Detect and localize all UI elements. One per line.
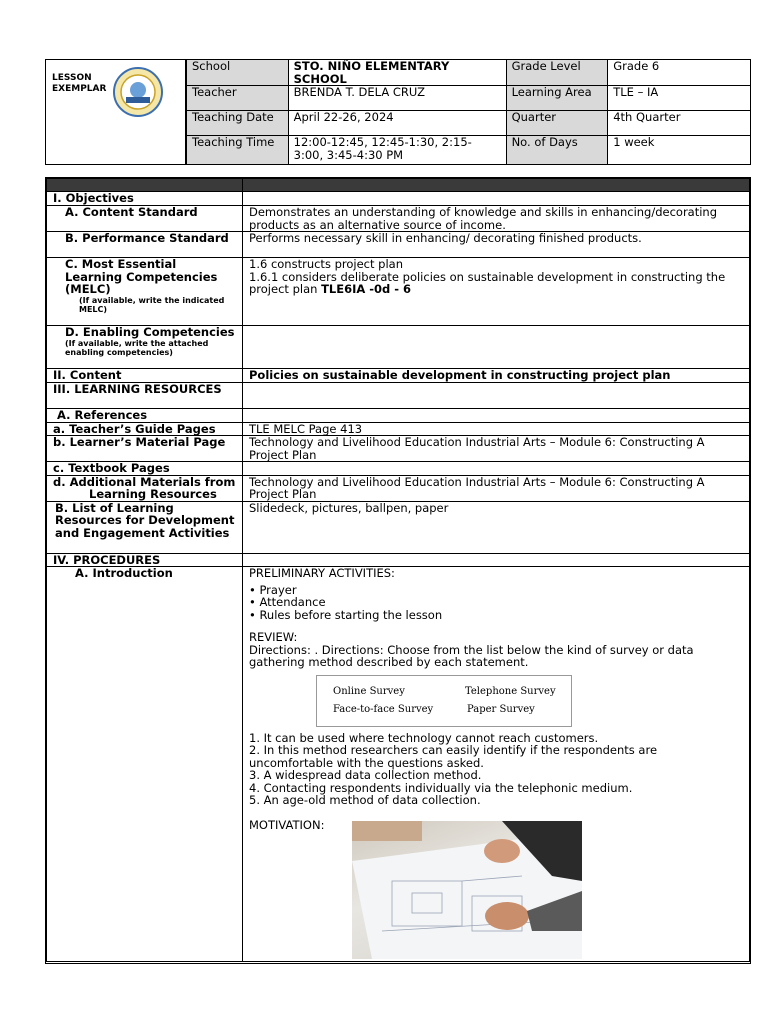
enabling-label: D. Enabling Competencies xyxy=(65,325,235,339)
teacher-label: Teacher xyxy=(187,86,289,111)
school-seal-logo xyxy=(108,66,168,118)
survey-option: Telephone Survey xyxy=(465,685,556,697)
review-heading: REVIEW: xyxy=(249,630,298,644)
date-label: Teaching Date xyxy=(187,111,289,136)
additional-materials-label-1: d. Additional Materials from xyxy=(53,475,236,489)
motivation-photo xyxy=(352,821,582,959)
grade-value: Grade 6 xyxy=(608,60,750,86)
list-resources-value: Slidedeck, pictures, ballpen, paper xyxy=(243,501,750,553)
statement: 5. An age-old method of data collection. xyxy=(249,793,481,807)
procedures-heading: IV. PROCEDURES xyxy=(47,553,243,567)
melc-value-1: 1.6 constructs project plan xyxy=(249,257,403,271)
survey-options-box xyxy=(316,675,572,727)
textbook-label: c. Textbook Pages xyxy=(47,462,243,476)
exemplar-label: LESSON EXEMPLAR xyxy=(52,73,107,94)
time-label: Teaching Time xyxy=(187,136,289,164)
statement: 1. It can be used where technology cannot reach customers. xyxy=(249,730,599,745)
area-label: Learning Area xyxy=(506,86,608,111)
school-label: School xyxy=(187,60,289,86)
additional-materials-label-2: Learning Resources xyxy=(89,487,217,501)
teacher-value: BRENDA T. DELA CRUZ xyxy=(288,86,506,111)
prelim-list xyxy=(249,584,743,622)
performance-standard-label: B. Performance Standard xyxy=(47,232,243,258)
melc-code: TLE6IA -0d - 6 xyxy=(321,282,412,296)
statement: 3. A widespread data collection method. xyxy=(249,768,482,782)
header-block xyxy=(45,59,751,165)
additional-materials-value: Technology and Livelihood Education Industrial Arts – Module 6: Constructing A Project Plan xyxy=(243,475,750,501)
melc-value-2: 1.6.1 considers deliberate policies on sustainable development in constructing the project plan xyxy=(249,269,726,296)
survey-option: Face-to-face Survey xyxy=(333,703,434,715)
statement: 4. Contacting respondents individually via the telephonic medium. xyxy=(249,780,633,795)
content-standard-value: Demonstrates an understanding of knowledge and skills in enhancing/decorating products as an alternative source of income. xyxy=(243,206,750,232)
melc-note: (If available, write the indicated MELC) xyxy=(79,295,225,314)
references-heading: A. References xyxy=(47,409,243,423)
blueprint-hands-image xyxy=(352,821,582,959)
time-value: 12:00-12:45, 12:45-1:30, 2:15-3:00, 3:45-4:30 PM xyxy=(288,136,506,164)
teachers-guide-label: a. Teacher’s Guide Pages xyxy=(47,422,243,436)
content-value: Policies on sustainable development in constructing project plan xyxy=(243,369,750,383)
header-table xyxy=(186,60,750,164)
survey-option: Online Survey xyxy=(333,685,405,697)
list-item: • Prayer xyxy=(249,584,743,597)
objectives-heading: I. Objectives xyxy=(47,192,243,206)
days-value: 1 week xyxy=(608,136,750,164)
statement: 2. In this method researchers can easily identify if the respondents are uncomfortable with the questions asked. xyxy=(249,743,658,770)
school-value: STO. NIÑO ELEMENTARY SCHOOL xyxy=(288,60,506,86)
list-item: • Rules before starting the lesson xyxy=(249,609,743,622)
enabling-note: (If available, write the attached enabling competencies) xyxy=(65,338,209,357)
prelim-heading: PRELIMINARY ACTIVITIES: xyxy=(249,566,395,580)
teachers-guide-value: TLE MELC Page 413 xyxy=(243,422,750,436)
lesson-table xyxy=(45,177,751,964)
content-label: II. Content xyxy=(47,369,243,383)
area-value: TLE – IA xyxy=(608,86,750,111)
motivation-heading: MOTIVATION: xyxy=(249,817,325,832)
survey-option: Paper Survey xyxy=(467,703,535,715)
melc-label: C. Most Essential Learning Competencies (MELC) xyxy=(65,257,218,296)
table-header-bar xyxy=(47,179,750,192)
performance-standard-value: Performs necessary skill in enhancing/ decorating finished products. xyxy=(243,232,750,258)
content-standard-label: A. Content Standard xyxy=(47,206,243,232)
date-value: April 22-26, 2024 xyxy=(288,111,506,136)
header-left xyxy=(46,60,186,164)
days-label: No. of Days xyxy=(506,136,608,164)
list-resources-label: B. List of Learning Resources for Development and Engagement Activities xyxy=(47,501,243,553)
grade-label: Grade Level xyxy=(506,60,608,86)
quarter-label: Quarter xyxy=(506,111,608,136)
introduction-label: A. Introduction xyxy=(47,567,243,962)
learners-material-label: b. Learner’s Material Page xyxy=(47,436,243,462)
learners-material-value: Technology and Livelihood Education Industrial Arts – Module 6: Constructing A Project Plan xyxy=(243,436,750,462)
review-directions: Directions: . Directions: Choose from the list below the kind of survey or data gathering method described by each statement. xyxy=(249,642,694,669)
quarter-value: 4th Quarter xyxy=(608,111,750,136)
list-item: • Attendance xyxy=(249,596,743,609)
resources-heading: III. LEARNING RESOURCES xyxy=(47,383,243,409)
